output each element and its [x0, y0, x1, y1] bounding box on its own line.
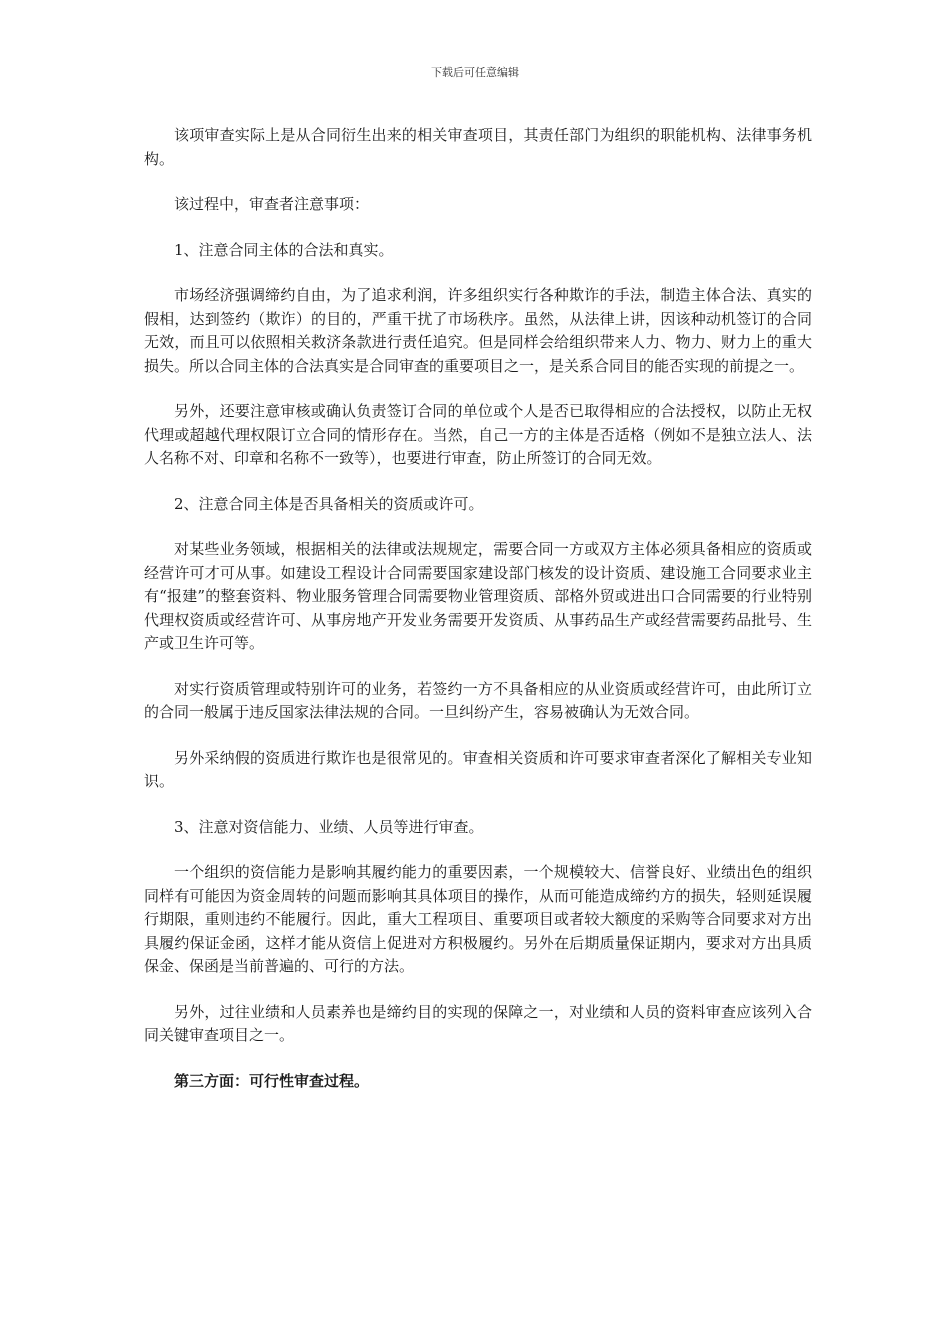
paragraph: 该过程中，审查者注意事项：: [174, 195, 370, 213]
paragraph: 市场经济强调缔约自由，为了追求利润，许多组织实行各种欺诈的手法，制造主体合法、真实的假相，达到签约（欺诈）的目的，严重干扰了市场秩序。虽然，从法律上讲，因该种动机签订的合同无效，而且可以依照相关救济条款进行责任追究。但是同样会给组织带来人力、物力、财力上的重大损失。所以合同主体的合法真实是合同审查的重要项目之一，是关系合同目的能否实现的前提之一。: [144, 286, 812, 375]
paragraph: 2、注意合同主体是否具备相关的资质或许可。: [174, 494, 484, 513]
paragraph: 另外采纳假的资质进行欺诈也是很常见的。审查相关资质和许可要求审查者深化了解相关专业知识。: [144, 748, 812, 790]
section-heading: 第三方面：可行性审查过程。: [174, 1071, 370, 1090]
page-header: 下载后可任意编辑: [431, 66, 519, 79]
paragraph: 对某些业务领域，根据相关的法律或法规规定，需要合同一方或双方主体必须具备相应的资质或经营许可才可从事。如建设工程设计合同需要国家建设部门核发的设计资质、建设施工合同要求业主有“报建”的整套资料、物业服务管理合同需要物业管理资质、部格外贸或进出口合同需要的行业特别代理权资质或经营许可、从事房地产开发业务需要开发资质、从事药品生产或经营需要药品批号、生产或卫生许可等。: [144, 540, 812, 652]
paragraph: 1、注意合同主体的合法和真实。: [174, 240, 394, 259]
paragraph: 该项审查实际上是从合同衍生出来的相关审查项目，其责任部门为组织的职能机构、法律事务机构。: [144, 126, 812, 168]
document-body: [144, 124, 812, 1115]
paragraph: 对实行资质管理或特别许可的业务，若签约一方不具备相应的从业资质或经营许可，由此所订立的合同一般属于违反国家法律法规的合同。一旦纠纷产生，容易被确认为无效合同。: [144, 679, 812, 721]
paragraph: 另外，还要注意审核或确认负责签订合同的单位或个人是否已取得相应的合法授权，以防止无权代理或超越代理权限订立合同的情形存在。当然，自己一方的主体是否适格（例如不是独立法人、法人名称不对、印章和名称不一致等），也要进行审查，防止所签订的合同无效。: [144, 402, 812, 467]
paragraph: 另外，过往业绩和人员素养也是缔约目的实现的保障之一，对业绩和人员的资料审查应该列入合同关键审查项目之一。: [144, 1002, 812, 1044]
paragraph: 3、注意对资信能力、业绩、人员等进行审查。: [174, 817, 484, 836]
paragraph: 一个组织的资信能力是影响其履约能力的重要因素，一个规模较大、信誉良好、业绩出色的组织同样有可能因为资金周转的问题而影响其具体项目的操作，从而可能造成缔约方的损失，轻则延误履行期限，重则违约不能履行。因此，重大工程项目、重要项目或者较大额度的采购等合同要求对方出具履约保证金函，这样才能从资信上促进对方积极履约。另外在后期质量保证期内，要求对方出具质保金、保函是当前普遍的、可行的方法。: [144, 863, 812, 975]
